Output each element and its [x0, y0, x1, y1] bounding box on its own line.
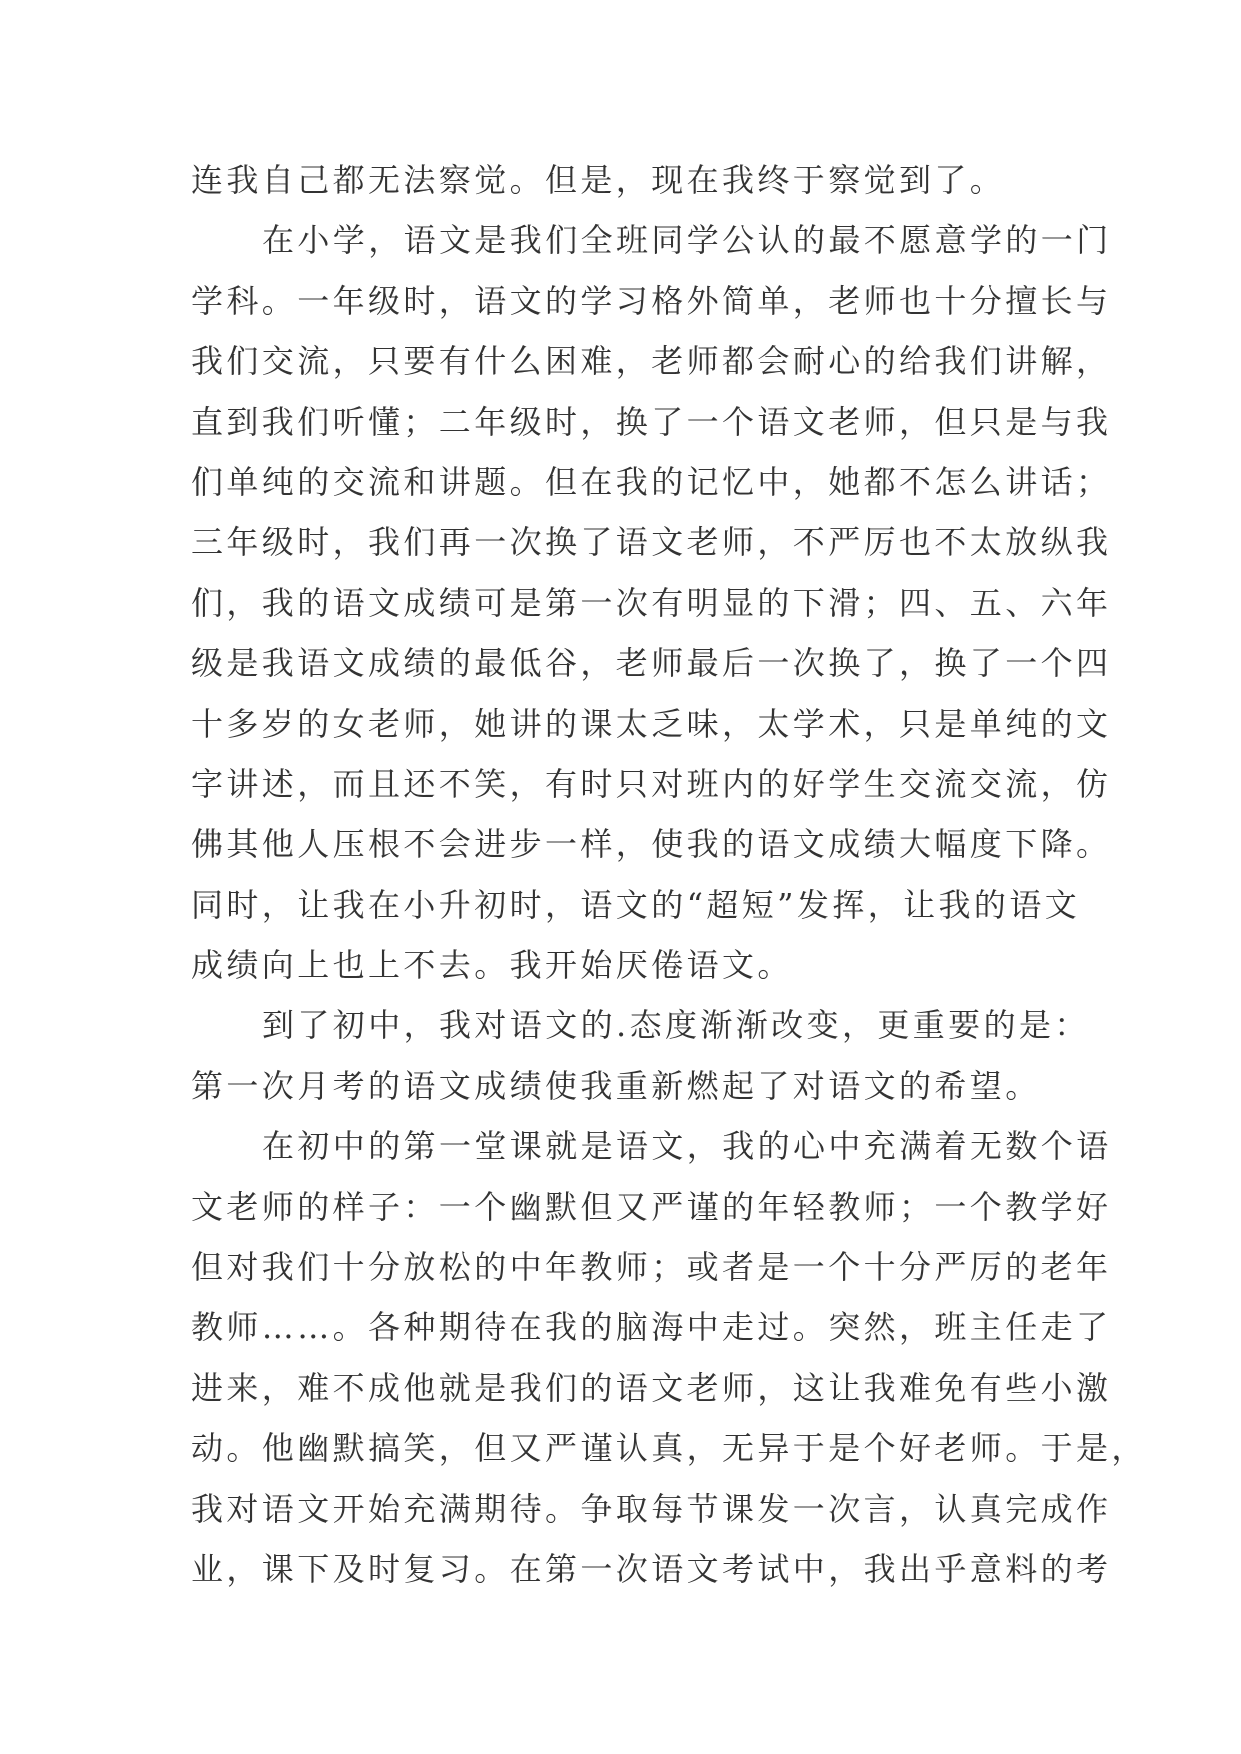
text-line: 们，我的语文成绩可是第一次有明显的下滑；四、五、六年	[191, 583, 1112, 622]
text-line: 第一次月考的语文成绩使我重新燃起了对语文的希望。	[191, 1066, 1041, 1105]
text-line: 业，课下及时复习。在第一次语文考试中，我出乎意料的考	[191, 1549, 1112, 1588]
text-line: 文老师的样子：一个幽默但又严谨的年轻教师；一个教学好	[191, 1187, 1112, 1226]
text-line: 们单纯的交流和讲题。但在我的记忆中，她都不怎么讲话；	[191, 462, 1112, 501]
text-line: 成绩向上也上不去。我开始厌倦语文。	[191, 946, 793, 985]
text-line: 直到我们听懂；二年级时，换了一个语文老师，但只是与我	[191, 402, 1112, 441]
text-line: 教师……。各种期待在我的脑海中走过。突然，班主任走了	[191, 1308, 1112, 1347]
text-line: 佛其他人压根不会进步一样，使我的语文成绩大幅度下降。	[191, 825, 1112, 864]
text-line: 到了初中，我对语文的.态度渐渐改变，更重要的是：	[262, 1006, 1090, 1045]
body-text	[191, 150, 1147, 1599]
text-line: 进来，难不成他就是我们的语文老师，这让我难免有些小激	[191, 1368, 1112, 1407]
text-line: 学科。一年级时，语文的学习格外简单，老师也十分擅长与	[191, 281, 1112, 320]
text-line: 字讲述，而且还不笑，有时只对班内的好学生交流交流，仿	[191, 764, 1112, 803]
text-line: 三年级时，我们再一次换了语文老师，不严厉也不太放纵我	[191, 523, 1112, 562]
text-line: 但对我们十分放松的中年教师；或者是一个十分严厉的老年	[191, 1248, 1112, 1287]
text-line: 我们交流，只要有什么困难，老师都会耐心的给我们讲解，	[191, 342, 1112, 381]
text-line: 十多岁的女老师，她讲的课太乏味，太学术，只是单纯的文	[191, 704, 1112, 743]
text-line: 在小学，语文是我们全班同学公认的最不愿意学的一门	[262, 221, 1112, 260]
text-line: 动。他幽默搞笑，但又严谨认真，无异于是个好老师。于是，	[191, 1429, 1147, 1468]
text-line: 同时，让我在小升初时，语文的“超短”发挥，让我的语文	[191, 885, 1081, 924]
text-line: 级是我语文成绩的最低谷，老师最后一次换了，换了一个四	[191, 644, 1112, 683]
text-line: 在初中的第一堂课就是语文，我的心中充满着无数个语	[262, 1127, 1112, 1166]
text-line: 连我自己都无法察觉。但是，现在我终于察觉到了。	[191, 161, 1006, 199]
text-line: 我对语文开始充满期待。争取每节课发一次言，认真完成作	[191, 1489, 1112, 1528]
